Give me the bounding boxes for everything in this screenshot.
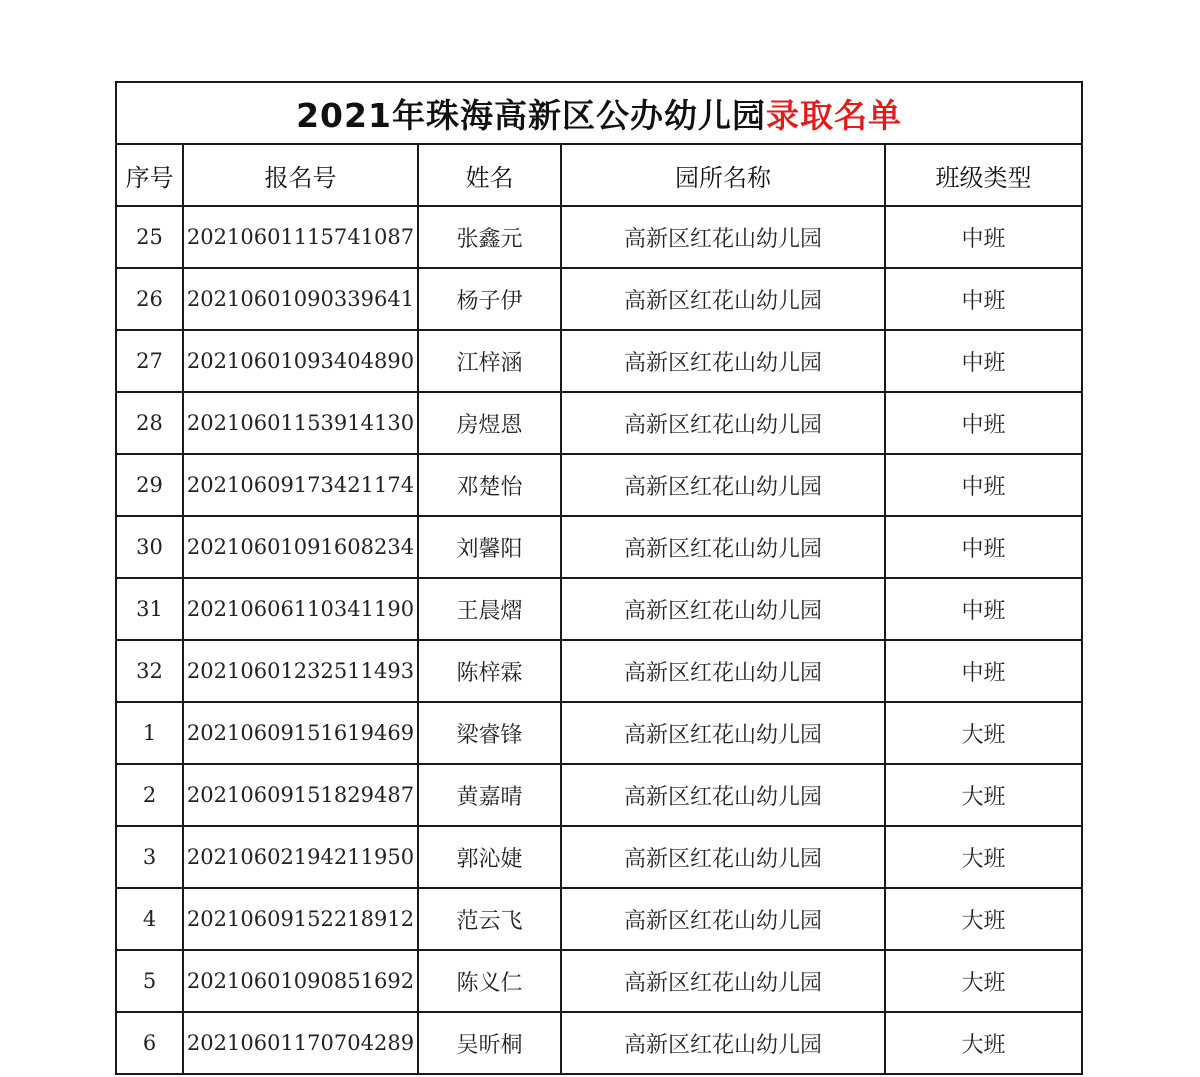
cell-name: 吴昕桐: [418, 1012, 561, 1074]
cell-class-type: 中班: [885, 206, 1082, 268]
cell-seq: 29: [116, 454, 183, 516]
cell-reg-no: 20210609173421174: [183, 454, 418, 516]
cell-kindergarten: 高新区红花山幼儿园: [561, 206, 885, 268]
table-row: [116, 950, 1082, 1012]
cell-kindergarten: 高新区红花山幼儿园: [561, 888, 885, 950]
cell-seq: 2: [116, 764, 183, 826]
cell-reg-no: 20210609151829487: [183, 764, 418, 826]
cell-kindergarten: 高新区红花山幼儿园: [561, 826, 885, 888]
cell-reg-no: 20210601170704289: [183, 1012, 418, 1074]
cell-reg-no: 20210601153914130: [183, 392, 418, 454]
cell-class-type: 大班: [885, 826, 1082, 888]
table-row: [116, 888, 1082, 950]
cell-seq: 1: [116, 702, 183, 764]
cell-reg-no: 20210601093404890: [183, 330, 418, 392]
cell-kindergarten: 高新区红花山幼儿园: [561, 454, 885, 516]
cell-seq: 26: [116, 268, 183, 330]
cell-name: 邓楚怡: [418, 454, 561, 516]
cell-class-type: 中班: [885, 330, 1082, 392]
cell-class-type: 中班: [885, 516, 1082, 578]
cell-name: 房煜恩: [418, 392, 561, 454]
cell-reg-no: 20210601232511493: [183, 640, 418, 702]
cell-reg-no: 20210609152218912: [183, 888, 418, 950]
cell-kindergarten: 高新区红花山幼儿园: [561, 268, 885, 330]
cell-kindergarten: 高新区红花山幼儿园: [561, 640, 885, 702]
cell-reg-no: 20210609151619469: [183, 702, 418, 764]
document-title: [116, 82, 1082, 144]
table-row: [116, 516, 1082, 578]
table-row: [116, 578, 1082, 640]
cell-seq: 28: [116, 392, 183, 454]
cell-kindergarten: 高新区红花山幼儿园: [561, 578, 885, 640]
cell-name: 江梓涵: [418, 330, 561, 392]
table-row: [116, 330, 1082, 392]
cell-class-type: 中班: [885, 454, 1082, 516]
cell-name: 张鑫元: [418, 206, 561, 268]
cell-class-type: 中班: [885, 578, 1082, 640]
cell-class-type: 中班: [885, 392, 1082, 454]
cell-reg-no: 20210602194211950: [183, 826, 418, 888]
table-row: [116, 268, 1082, 330]
cell-kindergarten: 高新区红花山幼儿园: [561, 392, 885, 454]
cell-reg-no: 20210601115741087: [183, 206, 418, 268]
cell-class-type: 中班: [885, 268, 1082, 330]
cell-seq: 5: [116, 950, 183, 1012]
cell-reg-no: 20210601090851692: [183, 950, 418, 1012]
cell-seq: 3: [116, 826, 183, 888]
title-row: [116, 82, 1082, 144]
cell-kindergarten: 高新区红花山幼儿园: [561, 330, 885, 392]
table-body: [116, 206, 1082, 1074]
cell-name: 陈义仁: [418, 950, 561, 1012]
cell-name: 郭沁婕: [418, 826, 561, 888]
cell-seq: 4: [116, 888, 183, 950]
cell-name: 黄嘉晴: [418, 764, 561, 826]
cell-seq: 27: [116, 330, 183, 392]
cell-kindergarten: 高新区红花山幼儿园: [561, 764, 885, 826]
header-kindergarten: 园所名称: [561, 144, 885, 206]
cell-name: 梁睿锋: [418, 702, 561, 764]
cell-reg-no: 20210601091608234: [183, 516, 418, 578]
table-row: [116, 454, 1082, 516]
header-name: 姓名: [418, 144, 561, 206]
cell-kindergarten: 高新区红花山幼儿园: [561, 702, 885, 764]
cell-reg-no: 20210606110341190: [183, 578, 418, 640]
cell-kindergarten: 高新区红花山幼儿园: [561, 950, 885, 1012]
table-row: [116, 764, 1082, 826]
table-row: [116, 640, 1082, 702]
cell-class-type: 大班: [885, 950, 1082, 1012]
cell-name: 杨子伊: [418, 268, 561, 330]
cell-kindergarten: 高新区红花山幼儿园: [561, 1012, 885, 1074]
table-row: [116, 826, 1082, 888]
header-class-type: 班级类型: [885, 144, 1082, 206]
cell-name: 王晨熠: [418, 578, 561, 640]
cell-name: 刘馨阳: [418, 516, 561, 578]
cell-class-type: 大班: [885, 702, 1082, 764]
table-row: [116, 206, 1082, 268]
cell-class-type: 大班: [885, 764, 1082, 826]
cell-seq: 30: [116, 516, 183, 578]
cell-name: 陈梓霖: [418, 640, 561, 702]
title-main: 2021年珠海高新区公办幼儿园: [296, 95, 766, 135]
cell-reg-no: 20210601090339641: [183, 268, 418, 330]
cell-seq: 32: [116, 640, 183, 702]
table-row: [116, 702, 1082, 764]
cell-class-type: 大班: [885, 888, 1082, 950]
cell-class-type: 中班: [885, 640, 1082, 702]
cell-seq: 31: [116, 578, 183, 640]
cell-kindergarten: 高新区红花山幼儿园: [561, 516, 885, 578]
admission-table: [115, 81, 1083, 1075]
header-seq: 序号: [116, 144, 183, 206]
cell-class-type: 大班: [885, 1012, 1082, 1074]
header-reg-no: 报名号: [183, 144, 418, 206]
cell-seq: 25: [116, 206, 183, 268]
table-row: [116, 392, 1082, 454]
cell-seq: 6: [116, 1012, 183, 1074]
header-row: [116, 144, 1082, 206]
table-row: [116, 1012, 1082, 1074]
admission-list-sheet: [115, 81, 1081, 1075]
title-highlight: 录取名单: [765, 95, 902, 135]
cell-name: 范云飞: [418, 888, 561, 950]
